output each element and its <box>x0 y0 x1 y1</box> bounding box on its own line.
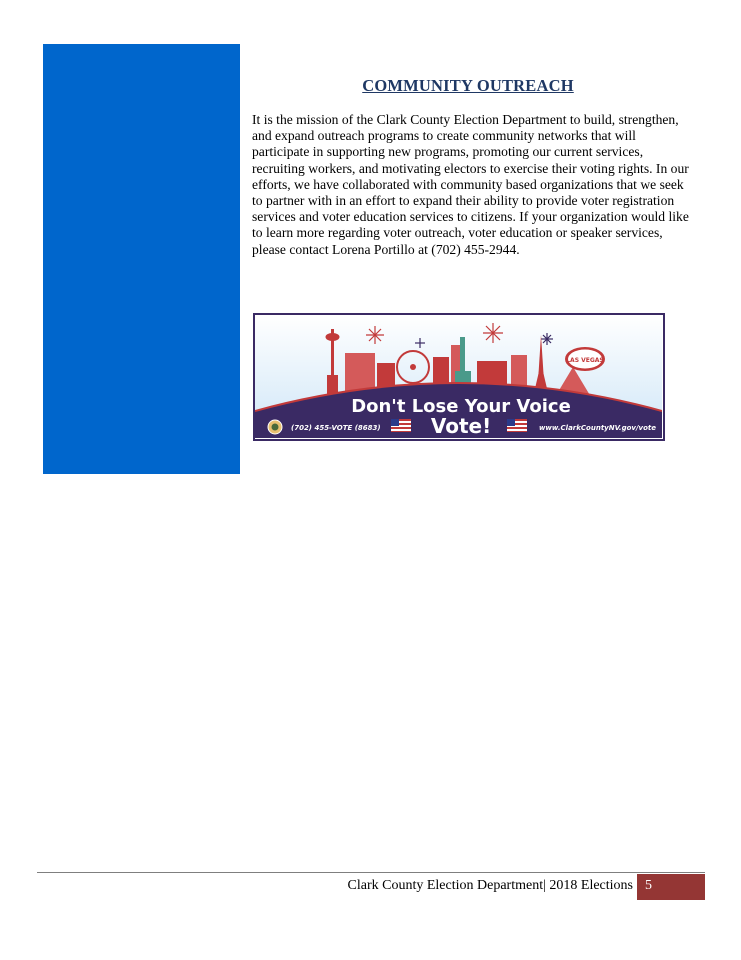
footer-divider <box>37 872 705 873</box>
page-number-box <box>637 874 705 900</box>
sign-text: LAS VEGAS <box>566 357 604 364</box>
banner-headline: Don't Lose Your Voice <box>351 396 571 417</box>
mission-paragraph: It is the mission of the Clark County Election Department to build, strengthen, and expand outreach programs to create community networks that will participate in supporting new programs, promoting our current services, recruiting workers, and motivating electors to exercise their voting rights. In our efforts, we have collaborated with community based organizations that we seek to partner with in an effort to expand their ability to provide voter registration services and voter education services to citizens. If your organization would like to learn more regarding voter outreach, voter education or speaker services, please contact Lorena Portillo at (702) 455-2944. <box>252 112 689 257</box>
us-flag-icon <box>391 419 411 432</box>
section-title: COMMUNITY OUTREACH <box>362 76 574 95</box>
footer-text: Clark County Election Department| 2018 Elections <box>347 878 633 893</box>
banner-website: www.ClarkCountyNV.gov/vote <box>538 424 656 432</box>
banner-phone: (702) 455-VOTE (8683) <box>291 424 381 432</box>
us-flag-icon <box>507 419 527 432</box>
skyline-illustration <box>255 315 662 438</box>
page-number: 5 <box>645 878 652 893</box>
county-seal-icon <box>268 420 282 434</box>
sidebar-color-block <box>43 44 240 474</box>
vote-banner <box>253 313 665 441</box>
banner-vote-word: Vote! <box>430 414 492 438</box>
